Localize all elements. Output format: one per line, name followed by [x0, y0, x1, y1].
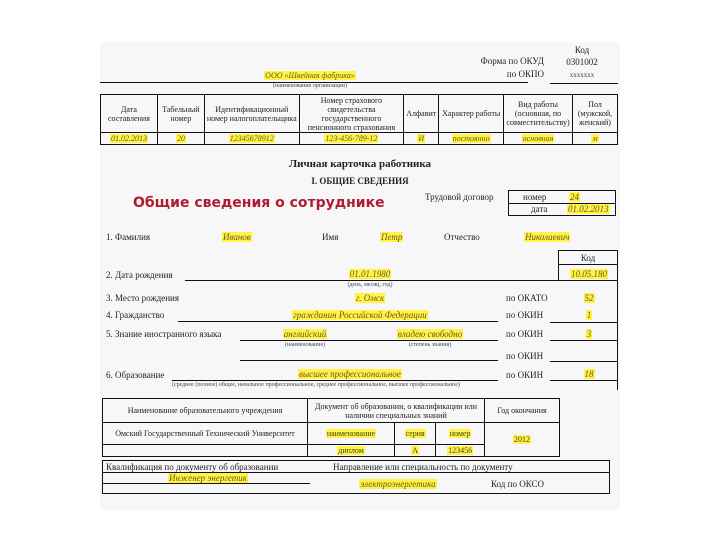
header-date: Дата составления [101, 95, 158, 133]
birth-date-caption: (день, месяц, год) [347, 282, 393, 288]
doc-number-value: 123456 [436, 445, 485, 457]
header-work-nature: Характер работы [439, 95, 504, 133]
contract-date: 01.02.2013 [568, 204, 609, 214]
okpo-label: по ОКПО [506, 69, 544, 79]
language-label: 5. Знание иностранного языка [106, 329, 222, 339]
citizenship-okin-label: по ОКИН [506, 310, 544, 320]
education-table [102, 398, 560, 457]
okso-label: Код по ОКСО [491, 479, 544, 489]
birth-date-label: 2. Дата рождения [106, 270, 173, 280]
value-tab-number: 20 [157, 133, 204, 145]
doc-series-value: А [395, 445, 436, 457]
extra-okin-label: по ОКИН [506, 351, 544, 361]
patronymic-label: Отчество [444, 232, 480, 242]
okud-label: Форма по ОКУД [480, 56, 544, 66]
employee-info-table [100, 94, 618, 145]
birth-date-code: 10.05.180 [571, 269, 607, 279]
header-work-type: Вид работы (основная, по совместительству) [504, 95, 573, 133]
birth-place-value: г. Омск [355, 293, 385, 303]
surname-label: 1. Фамилия [106, 232, 151, 242]
language-value: английский [283, 329, 327, 339]
language-level-caption: (степень знания) [408, 342, 452, 348]
surname-value: Иванов [223, 232, 251, 242]
year-value: 2012 [485, 423, 560, 457]
header-tab-number: Табельный номер [157, 95, 204, 133]
okud-code: 0301002 [566, 57, 598, 67]
doc-series-label: серия [395, 423, 436, 445]
contract-date-label: дата [531, 204, 548, 214]
education-label: 6. Образование [106, 370, 165, 380]
kod-header: Код [580, 253, 596, 263]
language-level-value: владею свободно [397, 329, 463, 339]
birth-place-code: 52 [584, 293, 594, 303]
education-caption: (среднее (полное) общее, начальное профессиональное, среднее профессиональное, высшее профессиональное) [172, 382, 460, 388]
contract-number-label: номер [523, 192, 547, 202]
section-title: I. ОБЩИЕ СВЕДЕНИЯ [311, 176, 409, 186]
year-header: Год окончания [485, 399, 560, 423]
org-caption: (наименование организации) [273, 83, 347, 89]
value-work-type: основная [504, 133, 573, 145]
language-code: 3 [586, 329, 592, 339]
education-okin-label: по ОКИН [506, 370, 544, 380]
citizenship-value: гражданин Российской Федерации [293, 310, 427, 320]
specialty-value: электроэнергетика [360, 479, 436, 489]
education-value: высшее профессиональное [299, 369, 401, 379]
birth-date-value: 01.01.1980 [349, 269, 391, 279]
value-gender: м [573, 133, 618, 145]
doc-name-label: наименование [308, 423, 395, 445]
value-date: 01.02.2013 [101, 133, 158, 145]
document-header: Документ об образовании, о квалификации или наличии специальных знаний [308, 399, 485, 423]
institution-value: Омский Государственный Технический Университет [103, 423, 308, 445]
patronymic-value: Николаевич [525, 232, 570, 242]
header-alphabet: Алфавит [404, 95, 439, 133]
name-label: Имя [322, 232, 339, 242]
kod-header-box [558, 250, 618, 264]
qualification-value: Инженер энергетик [169, 473, 247, 483]
name-value: Петр [381, 232, 403, 242]
citizenship-code: 1 [586, 310, 592, 320]
doc-number-label: номер [436, 423, 485, 445]
card-title: Личная карточка работника [288, 158, 432, 170]
value-inn: 12345678912 [204, 133, 299, 145]
birth-place-label: 3. Место рождения [106, 293, 180, 303]
institution-header: Наименование образовательного учреждения [103, 399, 308, 423]
header-snils: Номер страхового свидетельства государственного пенсионного страхования [299, 95, 404, 133]
language-caption: (наименование) [284, 342, 326, 348]
citizenship-label: 4. Гражданство [106, 310, 165, 320]
annotation-label: Общие сведения о сотруднике [133, 195, 385, 211]
qualification-header: Квалификация по документу об образовании [106, 462, 279, 472]
header-gender: Пол (мужской, женский) [573, 95, 618, 133]
specialty-header: Направление или специальность по документу [333, 462, 513, 472]
personal-card-document [100, 42, 620, 510]
kod-label: Код [574, 45, 590, 55]
qualification-box [102, 460, 610, 494]
value-work-nature: постоянно [439, 133, 504, 145]
okpo-code: xxxxxxx [569, 71, 595, 79]
labor-contract-label: Трудовой договор [425, 192, 494, 202]
contract-number: 24 [570, 192, 579, 202]
birth-place-okato-label: по ОКАТО [506, 293, 548, 303]
header-inn: Идентификационный номер налогоплательщика [204, 95, 299, 133]
org-name: ООО «Швейная фабрика» [265, 71, 355, 80]
doc-name-value: диплом [308, 445, 395, 457]
language-okin-label: по ОКИН [506, 329, 544, 339]
labor-contract-box [508, 190, 616, 216]
value-alphabet: И [404, 133, 439, 145]
education-code: 18 [584, 369, 594, 379]
value-snils: 123-456-789-12 [299, 133, 404, 145]
